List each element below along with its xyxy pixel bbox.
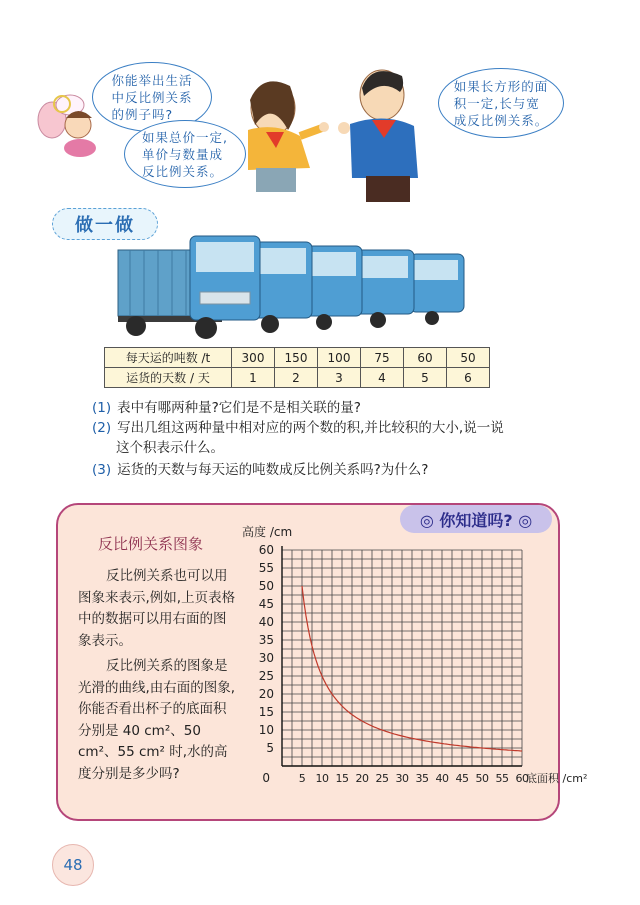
inverse-proportion-chart xyxy=(240,520,588,800)
boy-speech-text: 如果长方形的面 积一定,长与宽 成反比例关系。 xyxy=(453,78,549,128)
table-header-days: 运货的天数 / 天 xyxy=(105,368,232,388)
table-header-tons: 每天运的吨数 /t xyxy=(105,348,232,368)
question-3-number: (3) xyxy=(92,462,112,478)
panel-paragraph-2: 反比例关系的图象是光滑的曲线,由右面的图象,你能否看出杯子的底面积分别是 40 cm²、50 cm²、55 cm² 时,水的高度分别是多少吗? xyxy=(78,658,236,782)
table-cell: 3 xyxy=(318,368,361,388)
x-tick-label: 60 xyxy=(515,772,529,785)
activity-label: 做一做 xyxy=(52,208,158,240)
y-tick-label: 10 xyxy=(258,723,274,737)
y-tick-label: 25 xyxy=(258,669,274,683)
table-row-days xyxy=(105,368,490,388)
x-tick-label: 30 xyxy=(395,772,409,785)
table-cell: 50 xyxy=(447,348,490,368)
y-tick-label: 20 xyxy=(258,687,274,701)
origin-label: 0 xyxy=(262,771,270,785)
y-tick-label: 40 xyxy=(258,615,274,629)
x-axis-label: 底面积 /cm² xyxy=(526,772,588,785)
y-tick-label: 50 xyxy=(258,579,274,593)
question-3-text: 运货的天数与每天运的吨数成反比例关系吗?为什么? xyxy=(117,462,429,478)
angel-speech-text: 你能举出生活 中反比例关系 的例子吗? xyxy=(111,72,193,122)
x-tick-label: 20 xyxy=(355,772,369,785)
table-cell: 1 xyxy=(232,368,275,388)
x-tick-label: 50 xyxy=(475,772,489,785)
y-tick-label: 45 xyxy=(258,597,274,611)
table-cell: 2 xyxy=(275,368,318,388)
boy-figure xyxy=(338,70,418,202)
question-1-text: 表中有哪两种量?它们是不是相关联的量? xyxy=(117,400,361,416)
table-cell: 5 xyxy=(404,368,447,388)
x-tick-label: 25 xyxy=(375,772,389,785)
table-cell: 150 xyxy=(275,348,318,368)
girl-speech-text: 如果总价一定, 单价与数量成 反比例关系。 xyxy=(142,129,228,179)
table-cell: 300 xyxy=(232,348,275,368)
truck-cabs xyxy=(190,236,464,320)
y-tick-label: 60 xyxy=(258,543,274,557)
boy-speech-bubble xyxy=(438,68,564,138)
x-tick-label: 40 xyxy=(435,772,449,785)
did-you-know-tag: ◎ 你知道吗? ◎ xyxy=(400,505,552,533)
question-2-text-line2: 这个积表示什么。 xyxy=(116,440,224,456)
y-tick-label: 15 xyxy=(258,705,274,719)
table-cell: 100 xyxy=(318,348,361,368)
table-cell: 4 xyxy=(361,368,404,388)
question-1 xyxy=(92,398,361,418)
x-tick-label: 5 xyxy=(298,772,306,785)
data-table xyxy=(104,347,490,388)
y-tick-label: 30 xyxy=(258,651,274,665)
y-tick-label: 5 xyxy=(266,741,274,755)
panel-paragraph-1: 反比例关系也可以用图象来表示,例如,上页表格中的数据可以用右面的图象表示。 xyxy=(78,568,236,649)
table-row-tons xyxy=(105,348,490,368)
question-2-continued xyxy=(116,438,224,458)
table-cell: 60 xyxy=(404,348,447,368)
panel-title: 反比例关系图象 xyxy=(98,535,204,553)
girl-figure xyxy=(248,81,329,192)
x-tick-label: 15 xyxy=(335,772,349,785)
angel-figure xyxy=(38,95,96,157)
y-tick-label: 35 xyxy=(258,633,274,647)
question-3 xyxy=(92,460,428,480)
x-tick-label: 55 xyxy=(495,772,509,785)
x-tick-label: 35 xyxy=(415,772,429,785)
x-tick-label: 10 xyxy=(315,772,329,785)
question-2 xyxy=(92,418,504,438)
table-cell: 75 xyxy=(361,348,404,368)
x-tick-label: 45 xyxy=(455,772,469,785)
table-cell: 6 xyxy=(447,368,490,388)
y-axis-label: 高度 /cm xyxy=(242,525,293,539)
trucks-illustration xyxy=(110,228,470,342)
girl-speech-bubble xyxy=(124,120,246,188)
question-1-number: (1) xyxy=(92,400,112,416)
question-2-number: (2) xyxy=(92,420,112,436)
y-tick-label: 55 xyxy=(258,561,274,575)
question-2-text-line1: 写出几组这两种量中相对应的两个数的积,并比较积的大小,说一说 xyxy=(117,420,504,436)
page-number: 48 xyxy=(52,844,94,886)
